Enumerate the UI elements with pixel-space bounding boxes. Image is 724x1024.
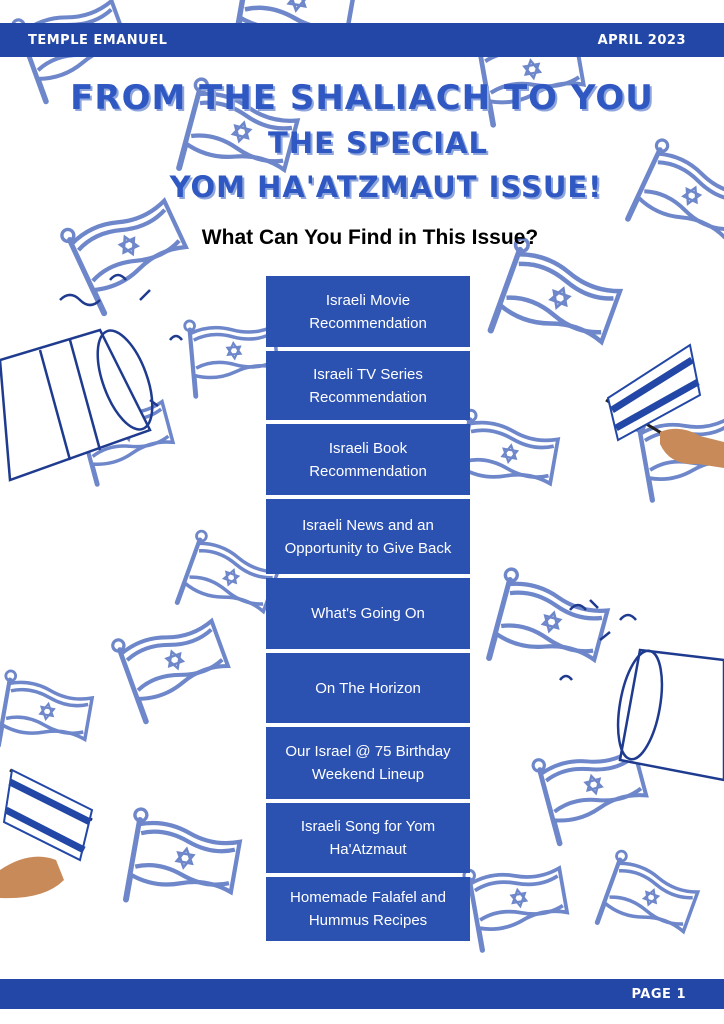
toc-item-on-the-horizon[interactable]: On The Horizon bbox=[266, 653, 470, 723]
toc-item-whats-going-on[interactable]: What's Going On bbox=[266, 578, 470, 649]
toc-heading: What Can You Find in This Issue? bbox=[201, 226, 539, 249]
title-line-3: YOM HA'ATZMAUT ISSUE! bbox=[169, 170, 603, 204]
issue-date: APRIL 2023 bbox=[597, 32, 686, 48]
organization-name: TEMPLE EMANUEL bbox=[28, 32, 168, 48]
toc-item-song[interactable]: Israeli Song for Yom Ha'Atzmaut bbox=[266, 803, 470, 873]
page-number: PAGE 1 bbox=[631, 986, 686, 1002]
table-of-contents bbox=[266, 276, 470, 945]
toc-item-recipes[interactable]: Homemade Falafel and Hummus Recipes bbox=[266, 877, 470, 941]
toc-item-book[interactable]: Israeli Book Recommendation bbox=[266, 424, 470, 495]
toc-item-birthday-lineup[interactable]: Our Israel @ 75 Birthday Weekend Lineup bbox=[266, 727, 470, 799]
title-line-2: THE SPECIAL bbox=[268, 126, 488, 160]
top-banner bbox=[0, 23, 724, 57]
toc-item-movie[interactable]: Israeli Movie Recommendation bbox=[266, 276, 470, 347]
title-line-1: FROM THE SHALIACH TO YOU bbox=[70, 78, 654, 118]
bottom-banner bbox=[0, 979, 724, 1009]
toc-item-tv-series[interactable]: Israeli TV Series Recommendation bbox=[266, 351, 470, 420]
toc-item-news[interactable]: Israeli News and an Opportunity to Give Back bbox=[266, 499, 470, 574]
